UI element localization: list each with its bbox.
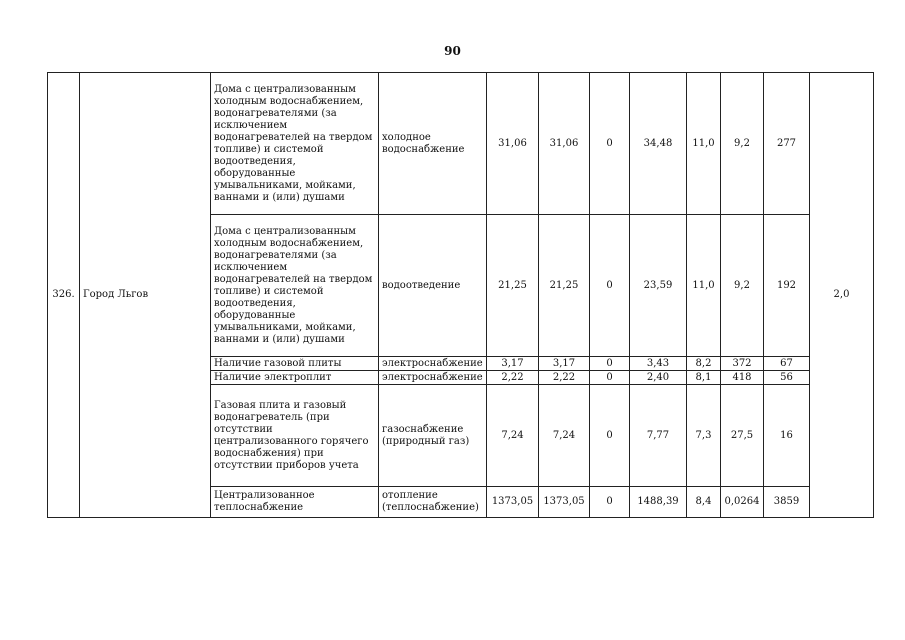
value-cell: 23,59 — [630, 215, 687, 357]
value-cell: 21,25 — [487, 215, 539, 357]
value-cell: 8,2 — [687, 357, 721, 371]
service-cell: газоснабжение (природный газ) — [379, 385, 487, 487]
value-cell: 8,4 — [687, 487, 721, 518]
table-row — [48, 73, 874, 215]
description-cell: Наличие газовой плиты — [211, 357, 379, 371]
value-cell: 1373,05 — [487, 487, 539, 518]
description-cell: Газовая плита и газовый водонагреватель (при отсутствии централизованного горячего водоснабжения) при отсутствии приборов учета — [211, 385, 379, 487]
city-cell: Город Льгов — [80, 73, 211, 518]
value-cell: 0 — [590, 73, 630, 215]
value-cell: 7,77 — [630, 385, 687, 487]
service-cell: электроснабжение — [379, 371, 487, 385]
value-cell: 7,24 — [487, 385, 539, 487]
value-cell: 34,48 — [630, 73, 687, 215]
description-cell: Централизованное теплоснабжение — [211, 487, 379, 518]
service-cell: холодное водоснабжение — [379, 73, 487, 215]
service-cell: водоотведение — [379, 215, 487, 357]
value-cell: 7,3 — [687, 385, 721, 487]
value-cell: 3,17 — [539, 357, 590, 371]
value-cell: 192 — [764, 215, 810, 357]
value-cell: 11,0 — [687, 73, 721, 215]
value-cell: 0 — [590, 385, 630, 487]
value-cell: 2,22 — [539, 371, 590, 385]
value-cell: 31,06 — [487, 73, 539, 215]
value-cell: 21,25 — [539, 215, 590, 357]
value-cell: 0 — [590, 487, 630, 518]
value-cell: 67 — [764, 357, 810, 371]
tariff-table — [47, 72, 874, 518]
value-cell: 372 — [721, 357, 764, 371]
value-cell: 31,06 — [539, 73, 590, 215]
description-cell: Дома с централизованным холодным водоснабжением, водонагревателями (за исключением водонагревателей на твердом топливе) и системой водоотведения, оборудованные умывальниками, мойками, ваннами и (или) душами — [211, 73, 379, 215]
value-cell: 9,2 — [721, 73, 764, 215]
value-cell: 56 — [764, 371, 810, 385]
value-cell: 3,43 — [630, 357, 687, 371]
value-cell: 1488,39 — [630, 487, 687, 518]
value-cell: 0 — [590, 357, 630, 371]
service-cell: электроснабжение — [379, 357, 487, 371]
value-cell: 7,24 — [539, 385, 590, 487]
service-cell: отопление (теплоснабжение) — [379, 487, 487, 518]
value-cell: 0 — [590, 215, 630, 357]
row-number-cell: 326. — [48, 73, 80, 518]
description-cell: Наличие электроплит — [211, 371, 379, 385]
value-cell: 11,0 — [687, 215, 721, 357]
value-cell: 0,0264 — [721, 487, 764, 518]
value-cell: 2,40 — [630, 371, 687, 385]
value-cell: 8,1 — [687, 371, 721, 385]
value-cell: 16 — [764, 385, 810, 487]
value-cell: 9,2 — [721, 215, 764, 357]
value-cell: 2,22 — [487, 371, 539, 385]
right-value-cell: 2,0 — [810, 73, 874, 518]
value-cell: 3,17 — [487, 357, 539, 371]
value-cell: 27,5 — [721, 385, 764, 487]
value-cell: 1373,05 — [539, 487, 590, 518]
value-cell: 3859 — [764, 487, 810, 518]
description-cell: Дома с централизованным холодным водоснабжением, водонагревателями (за исключением водонагревателей на твердом топливе) и системой водоотведения, оборудованные умывальниками, мойками, ваннами и (или) душами — [211, 215, 379, 357]
value-cell: 418 — [721, 371, 764, 385]
value-cell: 277 — [764, 73, 810, 215]
page-number: 90 — [444, 44, 461, 58]
value-cell: 0 — [590, 371, 630, 385]
